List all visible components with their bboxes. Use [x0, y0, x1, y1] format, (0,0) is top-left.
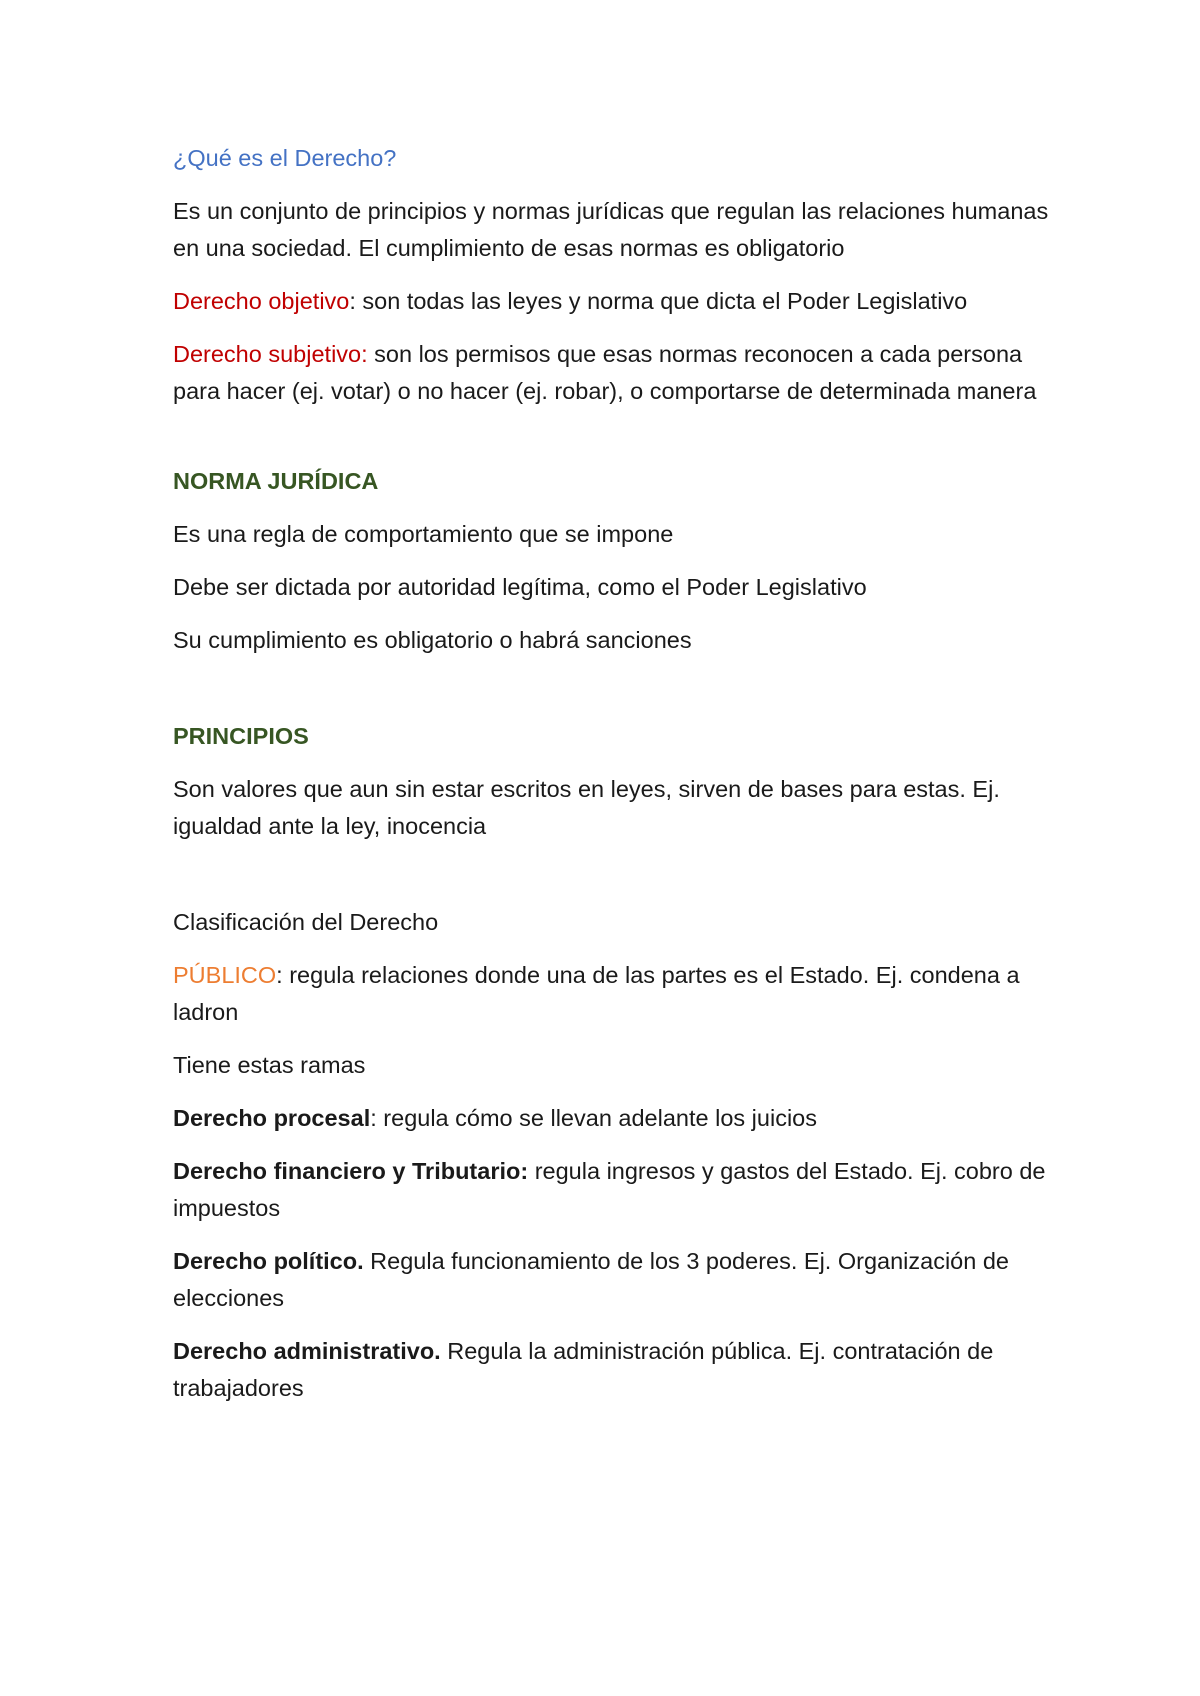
derecho-subjetivo-term: Derecho subjetivo:: [173, 341, 368, 367]
rama-politico: [173, 1243, 1053, 1317]
publico-text: : regula relaciones donde una de las partes es el Estado. Ej. condena a ladron: [173, 962, 1020, 1025]
publico-paragraph: [173, 957, 1053, 1031]
norma-line-1: Es una regla de comportamiento que se impone: [173, 521, 674, 547]
rama-procesal-text: : regula cómo se llevan adelante los juicios: [370, 1105, 817, 1131]
intro-heading: ¿Qué es el Derecho?: [173, 145, 397, 171]
rama-financiero-term: Derecho financiero y Tributario:: [173, 1158, 529, 1184]
rama-financiero: [173, 1153, 1053, 1227]
ramas-intro: Tiene estas ramas: [173, 1052, 366, 1078]
publico-term: PÚBLICO: [173, 962, 277, 988]
rama-procesal: [173, 1100, 1053, 1137]
principios-text: Son valores que aun sin estar escritos en leyes, sirven de bases para estas. Ej. igualdad ante la ley, inocencia: [173, 776, 1000, 839]
norma-line-3: Su cumplimiento es obligatorio o habrá sanciones: [173, 627, 692, 653]
rama-administrativo: [173, 1333, 1053, 1407]
rama-procesal-term: Derecho procesal: [173, 1105, 371, 1131]
spacer: [173, 426, 1053, 463]
spacer: [173, 861, 1053, 904]
norma-heading: NORMA JURÍDICA: [173, 468, 379, 494]
rama-politico-term: Derecho político.: [173, 1248, 364, 1274]
rama-administrativo-term: Derecho administrativo.: [173, 1338, 441, 1364]
principios-heading: PRINCIPIOS: [173, 723, 309, 749]
derecho-objetivo-term: Derecho objetivo: [173, 288, 350, 314]
derecho-definition: Es un conjunto de principios y normas jurídicas que regulan las relaciones humanas en una sociedad. El cumplimiento de esas normas es obligatorio: [173, 198, 1049, 261]
derecho-subjetivo-text: son los permisos que esas normas reconocen a cada persona para hacer (ej. votar) o no hacer (ej. robar), o comportarse de determinada manera: [173, 341, 1037, 404]
norma-line-2: Debe ser dictada por autoridad legítima, como el Poder Legislativo: [173, 574, 867, 600]
derecho-subjetivo-paragraph: [173, 336, 1053, 410]
rama-politico-text: Regula funcionamiento de los 3 poderes. Ej. Organización de elecciones: [173, 1248, 1009, 1311]
rama-administrativo-text: Regula la administración pública. Ej. contratación de trabajadores: [173, 1338, 994, 1401]
spacer: [173, 675, 1053, 718]
derecho-objetivo-paragraph: [173, 283, 1053, 320]
rama-financiero-text: regula ingresos y gastos del Estado. Ej. cobro de impuestos: [173, 1158, 1046, 1221]
clasificacion-heading: Clasificación del Derecho: [173, 909, 439, 935]
derecho-objetivo-text: : son todas las leyes y norma que dicta el Poder Legislativo: [349, 288, 968, 314]
document-page: [173, 140, 1053, 1423]
